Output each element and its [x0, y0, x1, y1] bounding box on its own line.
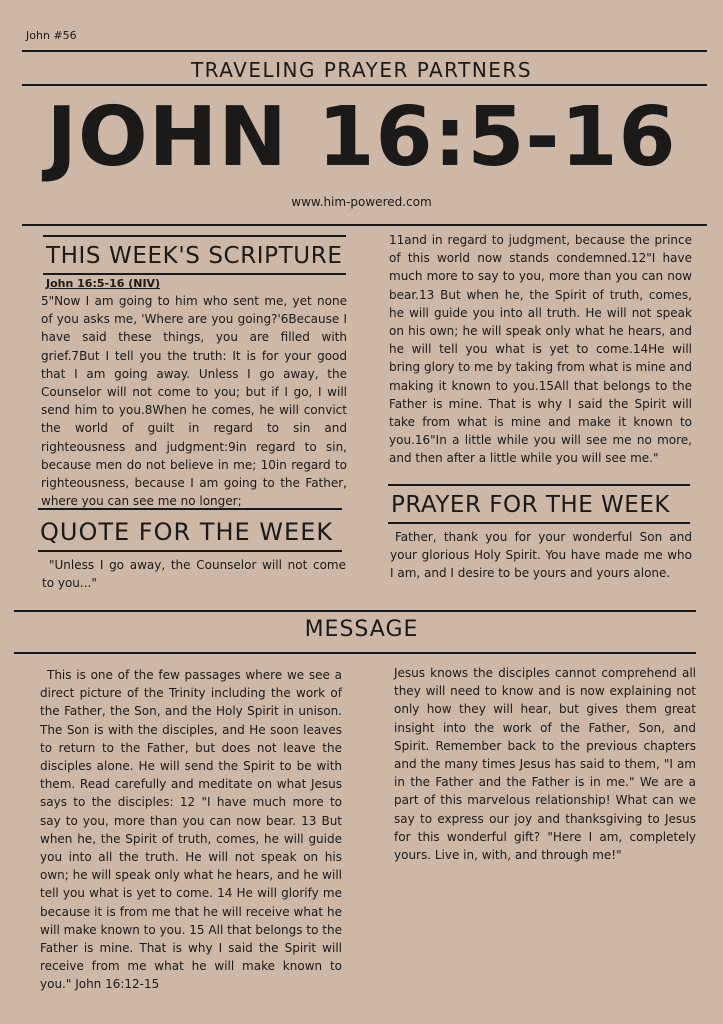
prayer-heading-top-rule	[388, 484, 690, 486]
message-bottom-rule	[14, 652, 696, 654]
scripture-text-left: 5"Now I am going to him who sent me, yet none of you asks me, 'Where are you going?'6Because I have said these things, you are filled with grief.7But I tell you the truth: It is for your good that I am going away. Unless I go away, the Counselor will not come to you; but if I go, I will send him to you.8When he comes, he will convict the world of guilt in regard to sin and righteousness and judgment:9in regard to sin, because men do not believe in me; 10in regard to righteousness, because I am going to the Father, where you can see me no longer;	[41, 294, 347, 509]
scripture-reference: John 16:5-16 (NIV)	[46, 277, 161, 290]
quote-heading: QUOTE FOR THE WEEK	[40, 518, 334, 546]
scripture-heading-top-rule	[43, 235, 346, 237]
message-top-rule	[14, 610, 696, 612]
series-title: TRAVELING PRAYER PARTNERS	[190, 58, 533, 82]
website-link[interactable]: www.him-powered.com	[291, 195, 432, 209]
prayer-text: Father, thank you for your wonderful Son and your glorious Holy Spirit. You have made me who I am, and I desire to be yours and yours alone.	[390, 530, 692, 581]
header-bottom-rule	[22, 224, 707, 226]
message-text-left: This is one of the few passages where we see a direct picture of the Trinity including the work of the Father, the Son, and the Holy Spirit in unison. The Son is with the disciples, and He soon leaves to return to the Father, but does not leave the disciples alone. He will send the Spirit to be with them. Read carefully and meditate on what Jesus says to the disciples: 12 "I have much more to say to you, more than you can now bear. 13 But when he, the Spirit of truth, comes, he will guide you into all the truth. He will not speak on his own; he will speak only what he hears, and he will tell you what is yet to come. 14 He will glorify me because it is from me that he will receive what he will make known to you. 15 All that belongs to the Father is mine. That is why I said the Spirit will receive from me what he will make known to you." John 16:12-15	[40, 668, 342, 992]
scripture-heading-bottom-rule	[43, 273, 346, 275]
message-text-right: Jesus knows the disciples cannot comprehend all they will need to know and is now explaining not only how they will hear, but gives them great insight into the work of the Father, Son, and Spirit. Remember back to the previous chapters and the many times Jesus has said to them, "I am in the Father and the Father is in me." We are a part of this marvelous relationship! What can we say to express our joy and thanksgiving to Jesus for this wonderful gift? "Here I am, completely yours. Live in, with, and through me!"	[394, 666, 696, 863]
main-title: JOHN 16:5-16	[46, 90, 677, 185]
quote-heading-top-rule	[38, 508, 342, 510]
scripture-heading: THIS WEEK'S SCRIPTURE	[46, 243, 343, 269]
header-title-rule	[22, 84, 707, 86]
issue-number: John #56	[26, 29, 77, 42]
header-top-rule	[22, 50, 707, 52]
message-heading: MESSAGE	[304, 617, 419, 642]
prayer-heading: PRAYER FOR THE WEEK	[391, 492, 670, 518]
quote-text: "Unless I go away, the Counselor will not come to you..."	[42, 558, 346, 591]
scripture-text-right: 11and in regard to judgment, because the prince of this world now stands condemned.12"I have much more to say to you, more than you can now bear.13 But when he, the Spirit of truth, comes, he will guide you into all truth. He will not speak on his own; he will speak only what he hears, and he will tell you what is yet to come.14He will bring glory to me by taking from what is mine and making it known to you.15All that belongs to the Father is mine. That is why I said the Spirit will take from what is mine and make it known to you.16"In a little while you will see me no more, and then after a little while you will see me."	[389, 233, 692, 466]
quote-heading-bottom-rule	[38, 550, 342, 552]
prayer-heading-bottom-rule	[388, 522, 690, 524]
